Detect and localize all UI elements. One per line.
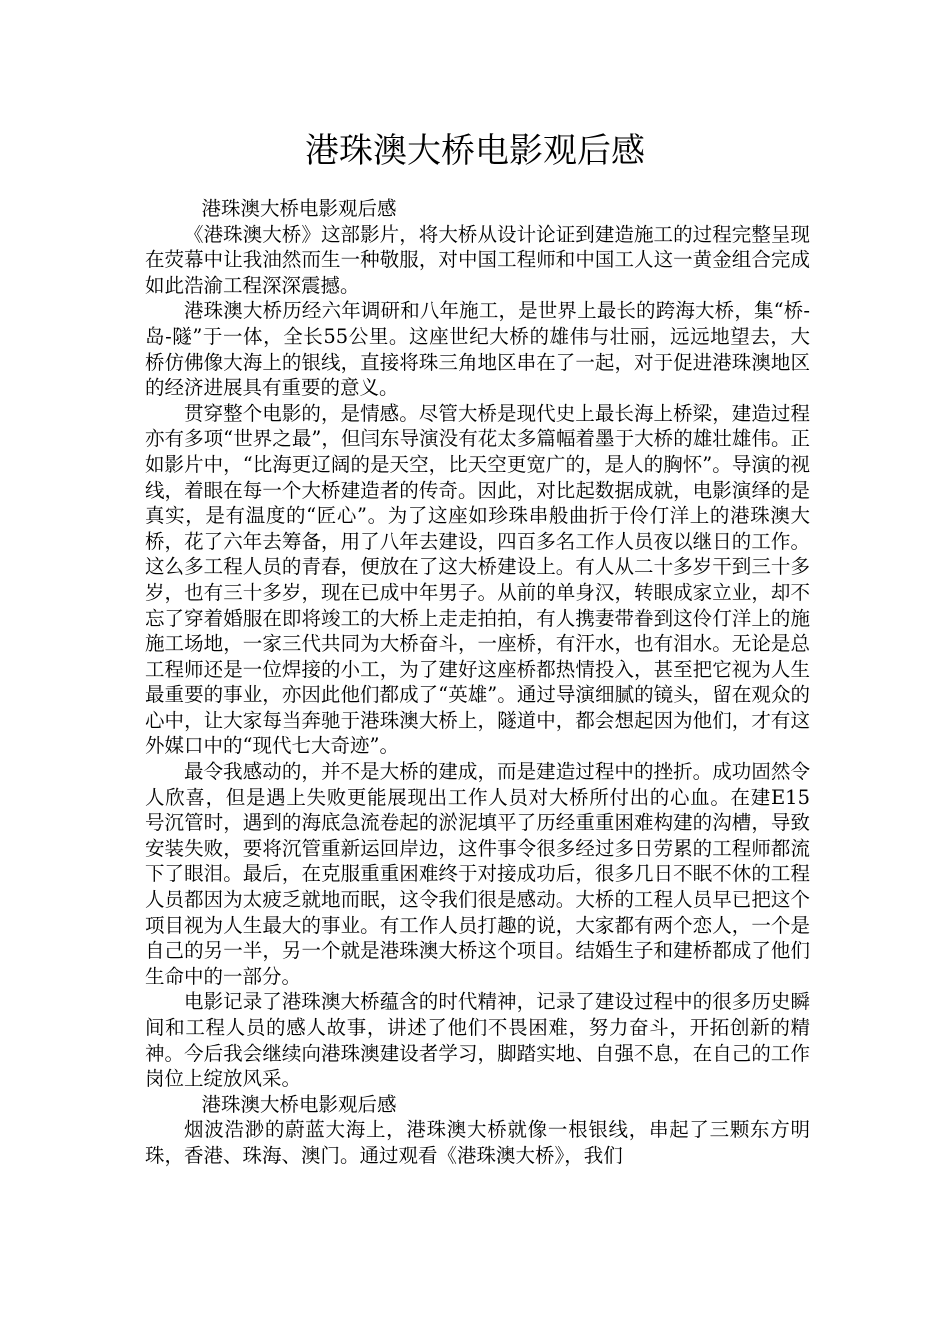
body-paragraph: 《港珠澳大桥》这部影片，将大桥从设计论证到建造施工的过程完整呈现在荧幕中让我油然而生一种敬服，对中国工程师和中国工人这一黄金组合完成如此浩渝工程深深震撼。: [145, 222, 810, 297]
document-body: [145, 196, 810, 1169]
document-title: 港珠澳大桥电影观后感: [305, 131, 645, 171]
body-paragraph: 贯穿整个电影的，是情感。尽管大桥是现代史上最长海上桥梁，建造过程亦有多项“世界之最”，但闫东导演没有花太多篇幅着墨于大桥的雄壮雄伟。正如影片中，“比海更辽阔的是天空，比天空更宽广的，是人的胸怀”。导演的视线，着眼在每一个大桥建造者的传奇。因此，对比起数据成就，电影演绎的是真实，是有温度的“匠心”。为了这座如珍珠串般曲折于伶仃洋上的港珠澳大桥，花了六年去筹备，用了八年去建设，四百多名工作人员夜以继日的工作。这么多工程人员的青春，便放在了这大桥建设上。有人从二十多岁干到三十多岁，也有三十多岁，现在已成中年男子。从前的单身汉，转眼成家立业，却不忘了穿着婚服在即将竣工的大桥上走走拍拍，有人携妻带眷到这伶仃洋上的施施工场地，一家三代共同为大桥奋斗，一座桥，有汗水，也有泪水。无论是总工程师还是一位焊接的小工，为了建好这座桥都热情投入，甚至把它视为人生最重要的事业，亦因此他们都成了“英雄”。通过导演细腻的镜头，留在观众的心中，让大家每当奔驰于港珠澳大桥上，隧道中，都会想起因为他们，才有这外媒口中的“现代七大奇迹”。: [145, 401, 810, 758]
section-heading: 港珠澳大桥电影观后感: [201, 1092, 397, 1116]
section-heading: 港珠澳大桥电影观后感: [201, 197, 397, 220]
body-paragraph: 最令我感动的，并不是大桥的建成，而是建造过程中的挫折。成功固然令人欣喜，但是遇上失败更能展现出工作人员对大桥所付出的心血。在建E15 号沉管时，遇到的海底急流卷起的淤泥填平了历经重重困难构建的沟槽，导致安装失败，要将沉管重新运回岸边，这件事令很多经过多日劳累的工程师都流下了眼泪。最后，在克服重重困难终于对接成功后，很多几日不眠不休的工程人员都因为太疲乏就地而眠，这令我们很是感动。大桥的工程人员早已把这个项目视为人生最大的事业。有工作人员打趣的说，大家都有两个恋人，一个是自己的另一半，另一个就是港珠澳大桥这个项目。结婚生子和建桥都成了他们生命中的一部分。: [145, 760, 810, 988]
body-paragraph: 电影记录了港珠澳大桥蕴含的时代精神，记录了建设过程中的很多历史瞬间和工程人员的感人故事，讲述了他们不畏困难，努力奋斗，开拓创新的精神。今后我会继续向港珠澳建设者学习，脚踏实地、自强不息，在自己的工作岗位上绽放风采。: [145, 990, 810, 1091]
body-paragraph: 烟波浩渺的蔚蓝大海上，港珠澳大桥就像一根银线，串起了三颗东方明珠，香港、珠海、澳门。通过观看《港珠澳大桥》，我们: [145, 1118, 810, 1167]
body-paragraph: 港珠澳大桥历经六年调研和八年施工，是世界上最长的跨海大桥，集“桥-岛-隧”于一体，全长55公里。这座世纪大桥的雄伟与壮丽，远远地望去，大桥仿佛像大海上的银线，直接将珠三角地区串在了一起，对于促进港珠澳地区的经济进展具有重要的意义。: [145, 299, 810, 400]
